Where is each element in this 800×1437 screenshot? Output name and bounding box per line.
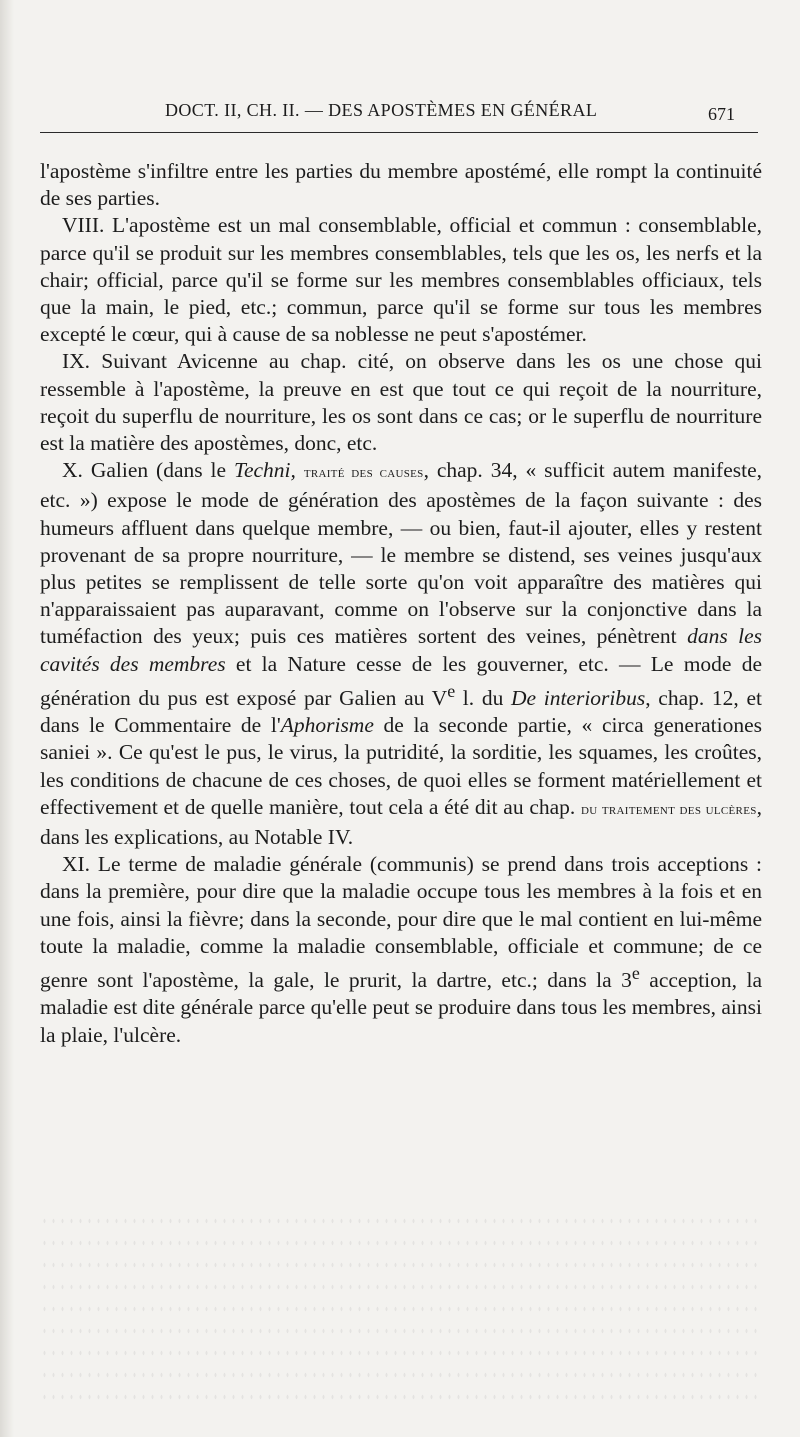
paragraph-x: [40, 457, 762, 851]
text-segment: , chap. 12, et dans le Commentaire de l': [40, 686, 762, 738]
small-caps-reference: traité des causes: [303, 465, 424, 482]
superscript: e: [631, 963, 640, 984]
running-head: DOCT. II, CH. II. — DES APOSTÈMES EN GÉNÉRAL: [165, 100, 598, 120]
paragraph-text: l'apostème s'infiltre entre les parties du membre apostémé, elle rompt la continuité de ses parties.: [40, 159, 762, 211]
page-header: [0, 96, 800, 136]
section-number: IX.: [62, 349, 91, 374]
superscript: e: [447, 680, 456, 701]
bleed-through-texture: [40, 1210, 760, 1410]
italic-title-techni: Techni,: [233, 458, 296, 483]
text-segment: [296, 458, 304, 482]
text-segment: l. du: [455, 686, 511, 711]
paragraph-xi: [40, 851, 762, 1049]
section-number: X.: [62, 458, 83, 483]
section-number: VIII.: [62, 213, 105, 238]
header-rule: [40, 132, 758, 133]
paragraph-ix: [40, 348, 762, 457]
text-segment: , dans les explications, au Notable IV.: [40, 794, 763, 850]
text-segment: Galien (dans le: [90, 458, 234, 483]
text-segment: Le terme de maladie générale (communis) se prend dans trois acceptions : dans la première, pour dire que la maladie occupe tous les membres à la fois et en une fois, ainsi la fièvre; dans la seconde, pour dire que le mal contient en lui-même toute la maladie, comme la maladie consemblable, officiale et commune; de ce genre sont l'apostème, la gale, le prurit, la dartre, etc.; dans la 3: [40, 852, 762, 993]
text-segment: et la Nature cesse de les gouverner, etc. — Le mode de génération du pus est exposé par Galien au V: [40, 651, 762, 711]
paragraph-text: L'apostème est un mal consemblable, official et commun : consemblable, parce qu'il se produit sur les membres consemblables, tels que les os, les nerfs et la chair; official, parce qu'il se forme sur les membres consemblables officiaux, tels que la main, le pied, etc.; commun, parce qu'il se forme sur tous les membres excepté le cœur, qui à cause de sa noblesse ne peut s'apostémer.: [40, 213, 763, 347]
italic-title-aphorisme: Aphorisme: [280, 713, 374, 738]
italic-title-de-interioribus: De interioribus: [510, 686, 646, 711]
text-segment: de la seconde partie, « circa generationes saniei ». Ce qu'est le pus, le virus, la putridité, la sorditie, les squames, les croûtes, les conditions de chacune de ces choses, de quoi elles se forment matériellement et effectivement et de quelle manière, tout cela a été dit au chap.: [40, 713, 763, 819]
text-segment: , chap. 34, « sufficit autem manifeste, etc. ») expose le mode de génération des apostèmes de la façon suivante : des humeurs affluent dans quelque membre, — ou bien, faut-il ajouter, elles y restent provenant de sa propre nourriture, — le membre se distend, ses veines jusqu'aux plus petites se remplissent de telle sorte qu'on voit apparaître des matières qui n'apparaissaient pas auparavant, comme on l'observe sur la conjonctive dans la tuméfaction des yeux; puis ces matières sortent des veines, pénètrent: [40, 458, 762, 649]
paragraph-continuation: [40, 158, 762, 212]
text-segment: acception, la maladie est dite générale parce qu'elle peut se produire dans tous les membres, ainsi la plaie, l'ulcère.: [40, 968, 762, 1047]
page-number: 671: [708, 104, 735, 124]
section-number: XI.: [62, 852, 91, 877]
page-edge-shadow: [0, 0, 14, 1437]
body-text: [40, 158, 762, 1049]
small-caps-reference: du traitement des ulcères: [581, 801, 757, 818]
paragraph-viii: [40, 212, 762, 348]
italic-phrase: dans les cavités des membres: [40, 624, 762, 676]
paragraph-text: Suivant Avicenne au chap. cité, on observe dans les os une chose qui ressemble à l'apostème, la preuve en est que tout ce qui reçoit de la nourriture, reçoit du superflu de nourriture, les os sont dans ce cas; or le superflu de nourriture est la matière des apostèmes, donc, etc.: [40, 349, 762, 456]
